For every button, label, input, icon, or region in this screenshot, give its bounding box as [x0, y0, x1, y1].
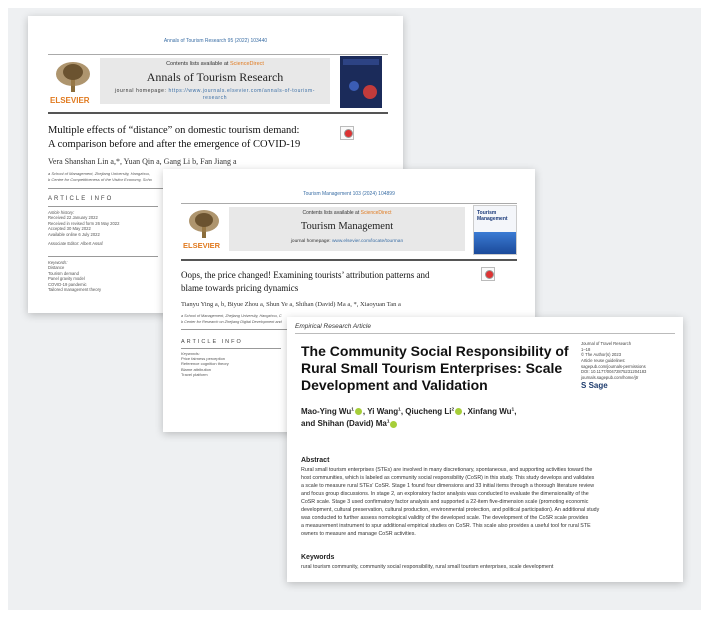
- article-title: Oops, the price changed! Examining tourists’ attribution patterns and blame towards pricing dynamics: [181, 270, 430, 294]
- orcid-icon[interactable]: [355, 408, 362, 415]
- article-title: The Community Social Responsibility of Rural Small Tourism Enterprises: Scale Development and Validation: [301, 343, 569, 393]
- keywords-heading: Keywords: [301, 554, 335, 561]
- abstract-body: Rural small tourism enterprises (STEs) are involved in many discretionary, spontaneous, and supporting activities toward the host communities, which is labeled as community social responsibility (CoSR) in this study. This study develops and validates a scale to measure rural STEs’ CoSR. Stage 1 found four dimensions and 33 initial items through a thorough literature review and focus group discussions. In stage 2, an exploratory factor analysis was conducted to evaluate the dimensionality of the CoSR scale. Stage 3 used confirmatory factor analysis and supported a 22-item five-dimension scale (promoting economic development, cultural preservation, cultural production, environmental protection, and political participation). An additional study was conducted to further assess nomological validity of the developed scale. The development of the CoSR scale provides a measurement instrument to spur additional empirical studies on CoSR. This scale also provides a useful tool for rural STE owners to measure and manage CoSR activities.: [301, 467, 600, 537]
- divider: [295, 333, 675, 334]
- article-info-heading: ARTICLE INFO: [48, 196, 114, 202]
- journal-cover-image: [340, 56, 382, 108]
- cover-art: [474, 232, 516, 254]
- authors: Tianyu Ying a, b, Biyue Zhou a, Shun Ye a, Shihan (David) Ma a, *, Xiaoyuan Tan a: [181, 301, 401, 308]
- contents-available: Contents lists available at ScienceDirect: [302, 210, 392, 216]
- citation: Tourism Management 103 (2024) 104899: [303, 191, 395, 197]
- citation: Annals of Tourism Research 95 (2022) 103440: [163, 38, 268, 44]
- article-info-heading: ARTICLE INFO: [181, 339, 243, 345]
- divider: [48, 256, 158, 257]
- elsevier-tree-icon: [52, 60, 94, 94]
- journal-metadata: Journal of Travel Research 1–18 © The Author(s) 2023 Article reuse guidelines: sagepub.com/journals-permissions DOI: 10.1177/00472875231204183 journals.sagepub.com/home/jtr: [581, 341, 647, 381]
- article-type-label: Empirical Research Article: [295, 323, 371, 330]
- check-for-updates-icon[interactable]: [481, 267, 495, 281]
- publisher-logo: ELSEVIER: [50, 96, 90, 105]
- journal-homepage: journal homepage: https://www.journals.elsevier.com/annals-of-tourism-research: [114, 88, 316, 101]
- keywords: Keywords: Price fairness perception Reference cognition theory Blame attribution Travel platform: [181, 351, 229, 377]
- abstract-heading: Abstract: [301, 457, 330, 464]
- orcid-icon[interactable]: [455, 408, 462, 415]
- affiliations: a School of Management, Zhejiang University, Hangzhou, b Centre for Competitiveness of the Visitor Economy, Scho: [48, 171, 152, 182]
- divider: [181, 348, 281, 349]
- elsevier-tree-icon: [185, 209, 223, 239]
- paper-journal-of-travel-research: [287, 317, 683, 582]
- keywords: rural tourism community, community social responsibility, rural small tourism enterprises, scale development: [301, 564, 554, 570]
- article-title: Multiple effects of “distance” on domestic tourism demand: A comparison before and after the emergence of COVID-19: [48, 125, 301, 151]
- title-rule: [48, 112, 388, 114]
- check-for-updates-icon[interactable]: [340, 126, 354, 140]
- sage-s-icon: S: [581, 381, 587, 390]
- header-rule: [181, 203, 517, 204]
- journal-cover-image: [473, 205, 517, 255]
- cover-title: Tourism Management: [477, 210, 508, 222]
- authors: Mao-Ying Wu$^1$ , Yi Wang$^1$, Qiucheng Li$^2$ , Xinfang Wu$^1$, and Shihan (David) Ma$^1$: [301, 407, 517, 429]
- sage-logo: S Sage: [581, 381, 608, 390]
- divider: [48, 206, 158, 207]
- publisher-logo: ELSEVIER: [183, 241, 221, 250]
- affiliations: a School of Management, Zhejiang University, Hangzhou, C b Center for Research on Zhejiang Digital Development and: [181, 314, 282, 324]
- orcid-icon[interactable]: [390, 421, 397, 428]
- journal-homepage: journal homepage: www.elsevier.com/locate/tourman: [290, 239, 404, 244]
- contents-available: Contents lists available at ScienceDirect: [166, 61, 264, 67]
- header-rule: [48, 54, 388, 55]
- divider: [181, 329, 291, 330]
- authors: Vera Shanshan Lin a,*, Yuan Qin a, Gang Li b, Fan Jiang a: [48, 157, 237, 166]
- journal-title: Tourism Management: [300, 221, 394, 232]
- article-history: Article history: Received 22 January 2022 Received in revised form 26 May 2022 Accepted 30 May 2022 Available online 6 July 2022 Associate Editor: Albert Assaf: [48, 210, 120, 247]
- journal-title: Annals of Tourism Research: [146, 70, 284, 84]
- title-rule: [181, 259, 517, 261]
- keywords: Keywords: Distance Tourism demand Panel gravity model COVID-19 pandemic Tailored management theory: [48, 260, 102, 293]
